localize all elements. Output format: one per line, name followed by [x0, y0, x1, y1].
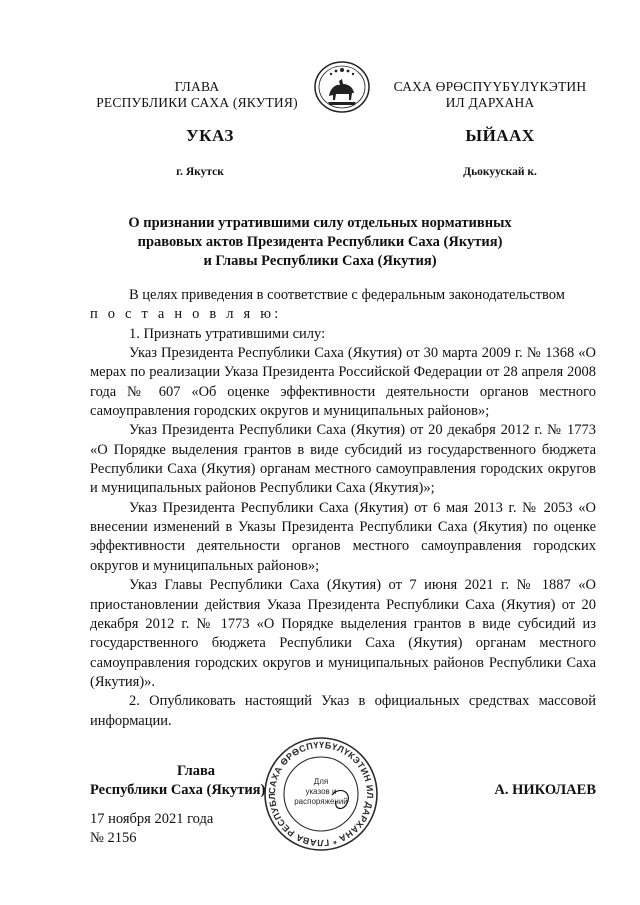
doc-type-sakha: ЫЙААХ — [465, 126, 535, 145]
title-line3: и Главы Республики Саха (Якутия) — [203, 253, 437, 269]
stamp-center-line2: указов и — [305, 787, 337, 796]
header-left — [82, 79, 312, 111]
decree-date: 17 ноября 2021 года — [90, 811, 214, 827]
document-title — [40, 214, 600, 271]
footer — [90, 810, 310, 848]
act-4: Указ Главы Республики Саха (Якутия) от 7 июня 2021 г. № 1887 «О приостановлении действия Указа Президента Республики Саха (Якутия) от 20 декабря 2012 г. № 1773 «О Порядке выделения грантов в виде субсидий из государственного бюджета Республики Саха (Якутия) органам местного самоуправления городских округов и муниципальных районов Республики Саха (Якутия)». — [90, 577, 596, 690]
coat-of-arms-emblem — [312, 60, 372, 114]
city-sakha: Дьокуускай к. — [463, 166, 537, 178]
doc-type-ru: УКАЗ — [186, 126, 234, 145]
city-ru: г. Якутск — [176, 166, 224, 178]
document-body — [90, 286, 596, 731]
act-1: Указ Президента Республики Саха (Якутия) от 30 марта 2009 г. № 1368 «О мерах по реализации Указа Президента Российской Федерации от 28 апреля 2008 года № 607 «Об оценке эффективности деятельности органов местного самоуправления городских округов и муниципальных районов»; — [90, 345, 596, 420]
signature-title — [90, 762, 290, 800]
act-3: Указ Президента Республики Саха (Якутия) от 6 мая 2013 г. № 2053 «О внесении изменений в Указы Президента Республики Саха (Якутия) по оценке эффективности деятельности органов местного самоуправления городских округов и муниципальных районов»; — [90, 499, 596, 574]
title-line2: правовых актов Президента Республики Саха (Якутия) — [137, 234, 503, 250]
item-2: 2. Опубликовать настоящий Указ в официальных средствах массовой информации. — [90, 693, 596, 729]
stamp-center-line1: Для — [313, 777, 329, 786]
header-right-line1: САХА ӨРӨСПҮҮБҮЛҮКЭТИН — [393, 79, 587, 94]
header-right — [380, 79, 600, 111]
stamp-center-line3: распоряжений — [294, 797, 348, 806]
signature-title-line2: Республики Саха (Якутия) — [90, 782, 266, 798]
signature-title-line1: Глава — [177, 763, 216, 779]
header-left-line2: РЕСПУБЛИКИ САХА (ЯКУТИЯ) — [96, 95, 298, 110]
intro-paragraph: В целях приведения в соответствие с федеральным законодательством — [129, 287, 565, 303]
decree-word: п о с т а н о в л я ю: — [90, 306, 282, 323]
stamp-ring-text: САХА ӨРӨСПҮҮБҮЛҮКЭТИН ИЛ ДАРХАНА * ГЛАВА РЕСПУБЛ — [266, 739, 376, 849]
header-right-line2: ИЛ ДАРХАНА — [445, 95, 535, 110]
header-left-line1: ГЛАВА — [174, 79, 220, 94]
decree-number: № 2156 — [90, 830, 137, 846]
item-1: 1. Признать утратившими силу: — [129, 325, 326, 342]
title-line1: О признании утратившими силу отдельных нормативных — [128, 215, 512, 231]
act-2: Указ Президента Республики Саха (Якутия) от 20 декабря 2012 г. № 1773 «О Порядке выделения грантов в виде субсидий из государственного бюджета Республики Саха (Якутия) органам местного самоуправления городских округов и муниципальных районов Республики Саха (Якутия)»; — [90, 422, 596, 497]
signature-name: А. НИКОЛАЕВ — [494, 782, 596, 798]
